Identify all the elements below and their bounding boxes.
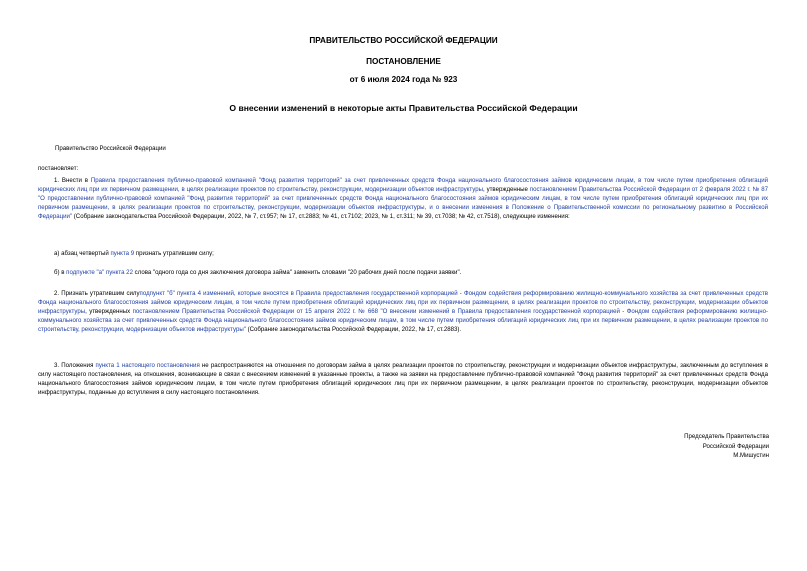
government-heading: ПРАВИТЕЛЬСТВО РОССИЙСКОЙ ФЕДЕРАЦИИ <box>309 36 498 45</box>
paragraph-1-text-b: , утвержденные <box>483 185 530 193</box>
paragraph-2-text-c: (Собрание законодательства Российской Федерации, 2022, № 17, ст.2883). <box>245 325 462 333</box>
resolves-text: постановляет: <box>38 165 79 172</box>
paragraph-3-text-b: не распространяются на отношения по договорам займа в целях реализации проектов по строительству, реконструкции и модернизации объектов инфраструктуры, заключенным до вступления в силу настоящего постановления, на отношения, возникающие в связи с внесением изменений в указанные проекты, а также на заявки на предоставление публично-правовой компанией "Фонд развития территорий" за счет привлеченных средств Фонда национального благосостояния займов юридическим лицам, в том числе путем приобретения облигаций юридических лиц при их первичном размещении, в целях реализации проектов по строительству, реконструкции, модернизации объектов инфраструктуры, поданные до вступления в силу настоящего постановления. <box>38 362 768 396</box>
date-number-heading: от 6 июля 2024 года № 923 <box>349 75 458 84</box>
paragraph-3 <box>38 362 768 398</box>
signature-name: М.Мишустин <box>733 452 769 459</box>
subitem-b-text-b: слова "одного года со дня заключения договора займа" заменить словами "20 рабочих дней после подачи заявки". <box>132 269 462 276</box>
paragraph-2-text-a: 2. Признать утратившим силу <box>54 290 140 297</box>
resolution-668-link[interactable]: постановлением Правительства Российской Федерации от 15 апреля 2022 г. № 668 "О внесении изменений в Правила предоставления государственной корпорацией - Фондом содействия реформированию жилищно-коммунального хозяйства за счет привлеченных средств Фонда национального благосостояния займов юридическим лицам, в том числе путем приобретения облигаций юридических лиц при их первичном размещении, в целях реализации проектов по строительству, реконструкции, модернизации объектов инфраструктуры" <box>38 307 768 333</box>
subitem-b <box>54 269 461 278</box>
paragraph-2-text-b: , утвержденных <box>85 307 133 315</box>
subitem-a-item-22-link[interactable]: подпункте "а" пункта 22 <box>66 269 133 276</box>
subitem-a-text-a: а) абзац четвертый <box>54 250 111 257</box>
paragraph-3-text-a: 3. Положения <box>54 362 96 369</box>
subitem-b-item-4-link[interactable]: подпункт "б" пункта 4 изменений, которые вносятся в Правила предоставления государственной корпорацией - Фондом содействия реформированию жилищно-коммунального хозяйства за счет привлеченных средств Фонда национального благосостояния займов юридическим лицам, в том числе путем приобретения облигаций юридических лиц при их первичном размещении, в целях реализации проектов по строительству, реконструкции, модернизации объектов инфраструктуры <box>38 290 768 315</box>
document-subject-heading: О внесении изменений в некоторые акты Правительства Российской Федерации <box>229 103 578 113</box>
signature-block <box>684 432 769 461</box>
subitem-a-text-b: признать утратившим силу; <box>134 250 214 257</box>
paragraph-2 <box>38 290 768 335</box>
paragraph-1-text-c: (Собрание законодательства Российской Федерации, 2022, № 7, ст.957; № 17, ст.2883; № 41, ст.7102; 2023, № 1, ст.311; № 39, ст.7038; № 42, ст.7518), следующие изменения: <box>72 212 570 220</box>
paragraph-1-text-a: 1. Внести в <box>54 177 91 184</box>
signature-country: Российской Федерации <box>702 442 769 450</box>
document-type-heading: ПОСТАНОВЛЕНИЕ <box>366 57 441 66</box>
item-9-link[interactable]: пункта 9 <box>110 250 135 257</box>
resolution-87-link[interactable]: постановлением Правительства Российской Федерации от 2 февраля 2022 г. № 87 "О предоставлении публично-правовой компанией "Фонд развития территорий" за счет привлеченных средств Фонда национального благосостояния займов юридическим лицам, в том числе путем приобретения облигаций юридических лиц при их первичном размещении, в целях реализации проектов по строительству, реконструкции, модернизации объектов инфраструктуры, и о внесении изменения в Положение о Правительственной комиссии по региональному развитию в Российской Федерации" <box>38 185 769 220</box>
paragraph-1 <box>38 177 768 222</box>
rules-fond-territory-link[interactable]: Правила предоставления публично-правовой компанией "Фонд развития территорий" за счет привлеченных средств Фонда национального благосостояния займов юридическим лицам, в том числе путем приобретения облигаций юридических лиц при их первичном размещении, в целях реализации проектов по строительству, реконструкции, модернизации объектов инфраструктуры <box>38 177 768 193</box>
preamble-text: Правительство Российской Федерации <box>55 145 166 152</box>
subitem-b-text-a: б) в <box>54 269 67 276</box>
item-1-resolution-link[interactable]: пункта 1 настоящего постановления <box>95 362 200 369</box>
signature-position: Председатель Правительства <box>684 433 769 440</box>
subitem-a <box>54 250 214 259</box>
